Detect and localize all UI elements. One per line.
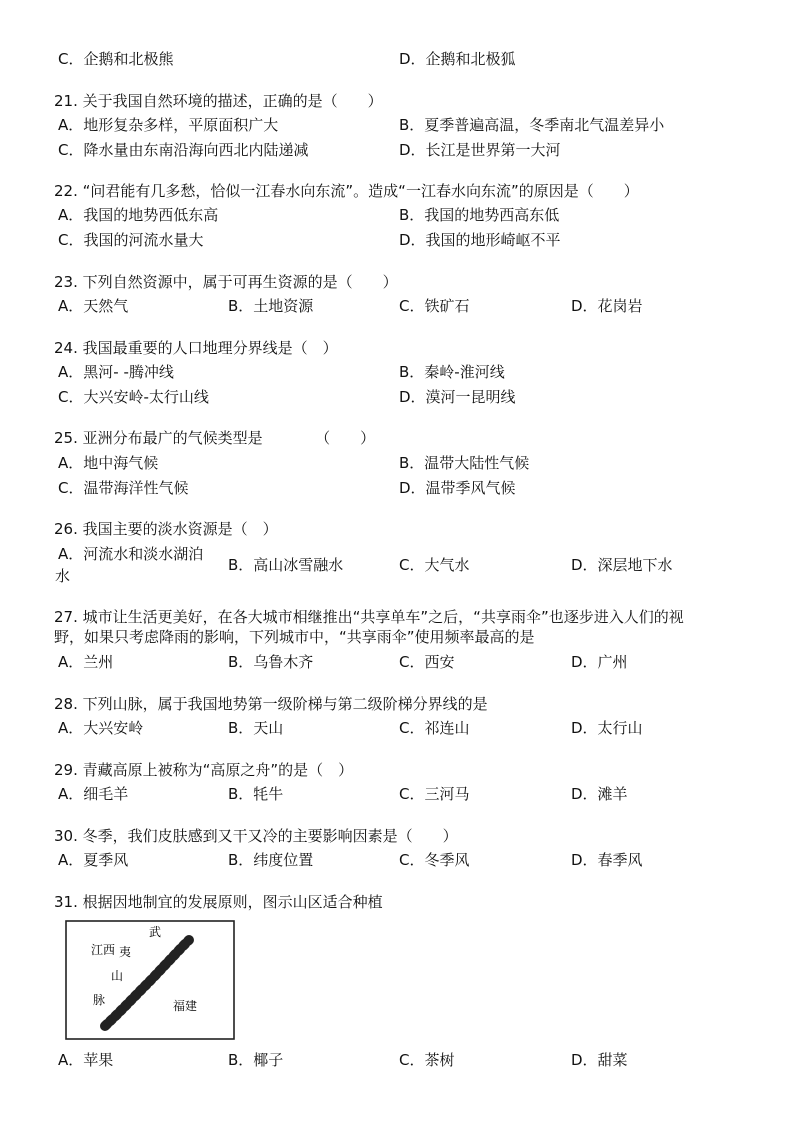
option-c: C．西安 [399,653,455,671]
option-a: A．天然气 [58,297,129,315]
option-d: D．长江是世界第一大河 [399,141,561,159]
option-d: D．甜菜 [571,1051,628,1069]
option-a-wrap: 水 [55,567,71,585]
option-b: B．秦岭-淮河线 [399,363,505,381]
label-jiangxi: 江西 [91,943,116,957]
label-fujian: 福建 [173,999,198,1013]
question-stem: 23. 下列自然资源中，属于可再生资源的是（ ） [54,273,398,291]
label-shan: 山 [111,969,124,983]
wuyi-mountains-map [65,920,235,1040]
option-c: C．三河马 [399,785,470,803]
option-c: C．铁矿石 [399,297,470,315]
option-c: C．祁连山 [399,719,470,737]
label-mai: 脉 [93,993,106,1007]
option-b: B．我国的地势西高东低 [399,206,560,224]
option-a: A．大兴安岭 [58,719,144,737]
option-d: D．漠河一昆明线 [399,388,516,406]
option-a: A．河流水和淡水湖泊 [58,545,204,563]
option-b: B．天山 [228,719,284,737]
option-a: A．地中海气候 [58,454,159,472]
option-d: D．温带季风气候 [399,479,516,497]
question-stem-line1: 27. 城市让生活更美好，在各大城市相继推出“共享单车”之后，“共享雨伞”也逐步进入人们的视 [54,608,684,626]
option-a: A．我国的地势西低东高 [58,206,219,224]
option-b: B．椰子 [228,1051,284,1069]
option-c: C．大兴安岭-太行山线 [58,388,209,406]
option-a: A．地形复杂多样，平原面积广大 [58,116,279,134]
question-stem: 30. 冬季，我们皮肤感到又干又冷的主要影响因素是（ ） [54,827,458,845]
option-b: B．纬度位置 [228,851,314,869]
question-stem: 24. 我国最重要的人口地理分界线是（ ） [54,339,338,357]
option-b: B．高山冰雪融水 [228,556,344,574]
option-d: D．深层地下水 [571,556,673,574]
question-stem: 31. 根据因地制宜的发展原则，图示山区适合种植 [54,893,383,911]
option-d: D．广州 [571,653,628,671]
option-c: C．降水量由东南沿海向西北内陆递减 [58,141,309,159]
question-stem: 29. 青藏高原上被称为“高原之舟”的是（ ） [54,761,354,779]
question-stem: 28. 下列山脉，属于我国地势第一级阶梯与第二级阶梯分界线的是 [54,695,488,713]
option-c: C．茶树 [399,1051,455,1069]
option-d: D．企鹅和北极狐 [399,50,516,68]
option-a: A．苹果 [58,1051,114,1069]
option-a: A．兰州 [58,653,114,671]
option-c: C．大气水 [399,556,470,574]
option-c: C．温带海洋性气候 [58,479,189,497]
option-c: C．我国的河流水量大 [58,231,204,249]
option-d: D．花岗岩 [571,297,643,315]
option-a: A．细毛羊 [58,785,129,803]
option-d: D．我国的地形崎岖不平 [399,231,561,249]
question-stem-line2: 野，如果只考虑降雨的影响，下列城市中，“共享雨伞”使用频率最高的是 [54,628,535,646]
option-b: B．乌鲁木齐 [228,653,314,671]
option-a: A．夏季风 [58,851,129,869]
question-stem: 22. “问君能有几多愁，恰似一江春水向东流”。造成“一江春水向东流”的原因是（ ） [54,182,639,200]
option-d: D．滩羊 [571,785,628,803]
option-c: C．冬季风 [399,851,470,869]
option-d: D．春季风 [571,851,643,869]
question-stem: 25. 亚洲分布最广的气候类型是 （ ） [54,429,376,447]
question-stem: 26. 我国主要的淡水资源是（ ） [54,520,278,538]
option-b: B．牦牛 [228,785,284,803]
option-d: D．太行山 [571,719,643,737]
option-b: B．夏季普遍高温，冬季南北气温差异小 [399,116,665,134]
question-stem: 21. 关于我国自然环境的描述，正确的是（ ） [54,92,383,110]
option-c: C．企鹅和北极熊 [58,50,174,68]
option-b: B．温带大陆性气候 [399,454,530,472]
label-wu: 武 [149,925,162,939]
option-a: A．黑河- -腾冲线 [58,363,174,381]
option-b: B．土地资源 [228,297,314,315]
label-yi: 夷 [119,945,132,959]
